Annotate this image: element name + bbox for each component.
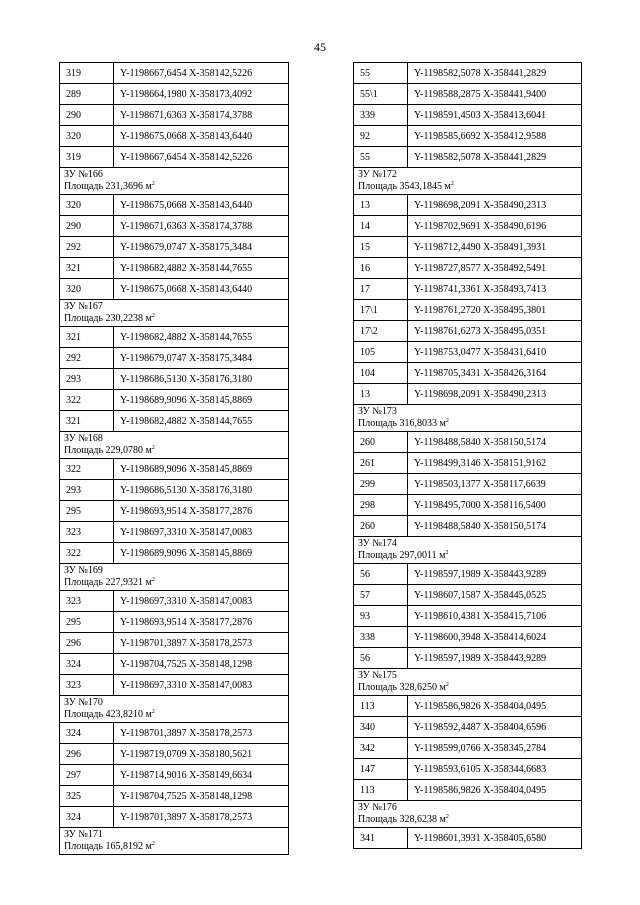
- point-number: 340: [354, 717, 408, 738]
- coordinate-row: [60, 84, 289, 105]
- point-number: 321: [60, 411, 114, 432]
- point-number: 325: [60, 786, 114, 807]
- parcel-area: Площадь 423,8210 м: [64, 709, 152, 720]
- coordinate-row: [354, 780, 582, 801]
- area-unit-superscript: 2: [445, 682, 449, 688]
- point-number: 323: [60, 591, 114, 612]
- parcel-area: Площадь 316,8033 м: [358, 418, 446, 429]
- parcel-header-row: [354, 405, 582, 432]
- coordinate-row: [60, 723, 289, 744]
- parcel-title: ЗУ №173: [358, 406, 397, 417]
- parcel-area: Площадь 229,0780 м: [64, 445, 152, 456]
- point-number: 319: [60, 147, 114, 168]
- point-coordinates: Y-1198503,1377 X-358117,6639: [408, 474, 582, 495]
- point-number: 322: [60, 459, 114, 480]
- point-coordinates: Y-1198693,9514 X-358177,2876: [114, 612, 289, 633]
- parcel-area-line: [358, 550, 581, 562]
- point-number: 17: [354, 279, 408, 300]
- point-coordinates: Y-1198682,4882 X-358144,7655: [114, 327, 289, 348]
- point-number: 299: [354, 474, 408, 495]
- point-number: 321: [60, 327, 114, 348]
- parcel-title: ЗУ №170: [64, 697, 103, 708]
- point-number: 324: [60, 723, 114, 744]
- area-unit-superscript: 2: [445, 814, 449, 820]
- coordinate-row: [354, 759, 582, 780]
- point-coordinates: Y-1198697,3310 X-358147,0083: [114, 675, 289, 696]
- point-coordinates: Y-1198689,9096 X-358145,8869: [114, 543, 289, 564]
- coordinate-row: [354, 828, 582, 849]
- parcel-area-line: [64, 445, 288, 457]
- coordinate-row: [60, 411, 289, 432]
- coordinate-row: [60, 765, 289, 786]
- point-number: 324: [60, 807, 114, 828]
- parcel-area-line: [64, 313, 288, 325]
- point-coordinates: Y-1198593,6105 X-358344,6683: [408, 759, 582, 780]
- point-number: 105: [354, 342, 408, 363]
- point-number: 319: [60, 63, 114, 84]
- parcel-title: ЗУ №168: [64, 433, 103, 444]
- parcel-header-row: [354, 168, 582, 195]
- point-number: 293: [60, 369, 114, 390]
- coordinate-row: [354, 585, 582, 606]
- coordinate-row: [354, 564, 582, 585]
- coordinate-row: [354, 321, 582, 342]
- parcel-area-line: [358, 418, 581, 430]
- point-coordinates: Y-1198705,3431 X-358426,3164: [408, 363, 582, 384]
- point-number: 113: [354, 780, 408, 801]
- parcel-area-line: [358, 682, 581, 694]
- parcel-title: ЗУ №175: [358, 670, 397, 681]
- parcel-area: Площадь 231,3696 м: [64, 181, 152, 192]
- coordinate-row: [354, 495, 582, 516]
- point-coordinates: Y-1198675,0668 X-358143,6440: [114, 279, 289, 300]
- coordinate-row: [354, 63, 582, 84]
- point-number: 55: [354, 63, 408, 84]
- parcel-title: ЗУ №176: [358, 802, 397, 813]
- coordinate-row: [354, 606, 582, 627]
- point-number: 290: [60, 105, 114, 126]
- point-number: 298: [354, 495, 408, 516]
- point-number: 289: [60, 84, 114, 105]
- coordinate-row: [60, 675, 289, 696]
- point-number: 323: [60, 522, 114, 543]
- point-number: 320: [60, 279, 114, 300]
- point-number: 290: [60, 216, 114, 237]
- coordinate-row: [60, 195, 289, 216]
- coordinate-row: [354, 237, 582, 258]
- point-coordinates: Y-1198664,1980 X-358173,4092: [114, 84, 289, 105]
- parcel-header-row: [60, 564, 289, 591]
- coordinate-row: [354, 717, 582, 738]
- point-number: 296: [60, 633, 114, 654]
- parcel-area-line: [358, 181, 581, 193]
- point-number: 322: [60, 543, 114, 564]
- parcel-title: ЗУ №174: [358, 538, 397, 549]
- area-unit-superscript: 2: [151, 709, 155, 715]
- point-number: 56: [354, 648, 408, 669]
- coordinate-row: [60, 633, 289, 654]
- parcel-title: ЗУ №171: [64, 829, 103, 840]
- coordinate-row: [354, 300, 582, 321]
- coordinate-row: [354, 363, 582, 384]
- point-coordinates: Y-1198675,0668 X-358143,6440: [114, 195, 289, 216]
- point-coordinates: Y-1198607,1587 X-358445,0525: [408, 585, 582, 606]
- parcel-area: Площадь 227,9321 м: [64, 577, 152, 588]
- coordinate-row: [60, 501, 289, 522]
- point-coordinates: Y-1198761,2720 X-358495,3801: [408, 300, 582, 321]
- point-coordinates: Y-1198671,6363 X-358174,3788: [114, 216, 289, 237]
- point-coordinates: Y-1198682,4882 X-358144,7655: [114, 411, 289, 432]
- point-coordinates: Y-1198679,0747 X-358175,3484: [114, 348, 289, 369]
- point-coordinates: Y-1198712,4490 X-358491,3931: [408, 237, 582, 258]
- point-coordinates: Y-1198600,3948 X-358414,6024: [408, 627, 582, 648]
- point-coordinates: Y-1198698,2091 X-358490,2313: [408, 195, 582, 216]
- point-number: 322: [60, 390, 114, 411]
- parcel-area-line: [64, 577, 288, 589]
- point-number: 260: [354, 516, 408, 537]
- point-number: 321: [60, 258, 114, 279]
- coordinate-row: [60, 591, 289, 612]
- point-number: 17\2: [354, 321, 408, 342]
- point-number: 15: [354, 237, 408, 258]
- point-number: 113: [354, 696, 408, 717]
- point-coordinates: Y-1198495,7000 X-358116,5400: [408, 495, 582, 516]
- point-coordinates: Y-1198667,6454 X-358142,5226: [114, 147, 289, 168]
- coordinate-row: [354, 105, 582, 126]
- point-number: 323: [60, 675, 114, 696]
- point-coordinates: Y-1198701,3897 X-358178,2573: [114, 807, 289, 828]
- coordinates-table-left: [59, 62, 289, 855]
- coordinate-row: [60, 390, 289, 411]
- point-coordinates: Y-1198697,3310 X-358147,0083: [114, 522, 289, 543]
- point-coordinates: Y-1198719,0709 X-358180,5621: [114, 744, 289, 765]
- point-number: 13: [354, 195, 408, 216]
- coordinate-row: [60, 126, 289, 147]
- point-coordinates: Y-1198667,6454 X-358142,5226: [114, 63, 289, 84]
- parcel-header-row: [60, 432, 289, 459]
- point-coordinates: Y-1198689,9096 X-358145,8869: [114, 459, 289, 480]
- parcel-header-row: [354, 801, 582, 828]
- coordinate-row: [60, 543, 289, 564]
- point-coordinates: Y-1198610,4381 X-358415,7106: [408, 606, 582, 627]
- point-number: 93: [354, 606, 408, 627]
- point-number: 339: [354, 105, 408, 126]
- point-coordinates: Y-1198582,5078 X-358441,2829: [408, 63, 582, 84]
- parcel-header-row: [60, 168, 289, 195]
- point-number: 296: [60, 744, 114, 765]
- point-coordinates: Y-1198488,5840 X-358150,5174: [408, 516, 582, 537]
- coordinate-row: [60, 786, 289, 807]
- point-coordinates: Y-1198488,5840 X-358150,5174: [408, 432, 582, 453]
- point-coordinates: Y-1198704,7525 X-358148,1298: [114, 654, 289, 675]
- coordinates-table-right: [353, 62, 582, 849]
- point-number: 297: [60, 765, 114, 786]
- parcel-area: Площадь 328,6250 м: [358, 682, 446, 693]
- point-coordinates: Y-1198693,9514 X-358177,2876: [114, 501, 289, 522]
- point-number: 324: [60, 654, 114, 675]
- point-coordinates: Y-1198701,3897 X-358178,2573: [114, 723, 289, 744]
- point-coordinates: Y-1198761,6273 X-358495,0351: [408, 321, 582, 342]
- point-coordinates: Y-1198686,5130 X-358176,3180: [114, 480, 289, 501]
- point-number: 56: [354, 564, 408, 585]
- point-coordinates: Y-1198741,3361 X-358493,7413: [408, 279, 582, 300]
- point-number: 104: [354, 363, 408, 384]
- coordinate-row: [354, 258, 582, 279]
- coordinate-row: [354, 627, 582, 648]
- point-number: 342: [354, 738, 408, 759]
- coordinate-row: [354, 516, 582, 537]
- point-number: 57: [354, 585, 408, 606]
- parcel-area: Площадь 328,6238 м: [358, 814, 446, 825]
- coordinate-row: [354, 474, 582, 495]
- point-coordinates: Y-1198599,0766 X-358345,2784: [408, 738, 582, 759]
- area-unit-superscript: 2: [151, 841, 155, 847]
- point-number: 292: [60, 237, 114, 258]
- point-coordinates: Y-1198686,5130 X-358176,3180: [114, 369, 289, 390]
- coordinate-row: [60, 612, 289, 633]
- coordinate-row: [354, 342, 582, 363]
- parcel-area: Площадь 165,8192 м: [64, 841, 152, 852]
- coordinate-row: [60, 369, 289, 390]
- coordinate-row: [60, 327, 289, 348]
- parcel-area: Площадь 297,0011 м: [358, 550, 446, 561]
- point-coordinates: Y-1198588,2875 X-358441,9400: [408, 84, 582, 105]
- point-number: 13: [354, 384, 408, 405]
- point-coordinates: Y-1198682,4882 X-358144,7655: [114, 258, 289, 279]
- area-unit-superscript: 2: [151, 577, 155, 583]
- coordinate-row: [60, 654, 289, 675]
- point-coordinates: Y-1198702,9691 X-358490,6196: [408, 216, 582, 237]
- point-number: 16: [354, 258, 408, 279]
- coordinate-row: [60, 216, 289, 237]
- point-number: 293: [60, 480, 114, 501]
- parcel-header-row: [60, 828, 289, 855]
- parcel-title: ЗУ №169: [64, 565, 103, 576]
- area-unit-superscript: 2: [450, 181, 454, 187]
- point-coordinates: Y-1198597,1989 X-358443,9289: [408, 648, 582, 669]
- point-number: 17\1: [354, 300, 408, 321]
- area-unit-superscript: 2: [445, 550, 449, 556]
- point-coordinates: Y-1198601,3931 X-358405,6580: [408, 828, 582, 849]
- point-number: 147: [354, 759, 408, 780]
- point-number: 55\1: [354, 84, 408, 105]
- coordinate-row: [354, 696, 582, 717]
- coordinate-row: [354, 648, 582, 669]
- point-number: 320: [60, 195, 114, 216]
- parcel-area-line: [64, 181, 288, 193]
- coordinate-row: [354, 195, 582, 216]
- parcel-header-row: [60, 696, 289, 723]
- parcel-area: Площадь 3543,1845 м: [358, 181, 451, 192]
- point-number: 260: [354, 432, 408, 453]
- point-coordinates: Y-1198701,3897 X-358178,2573: [114, 633, 289, 654]
- coordinate-row: [354, 453, 582, 474]
- point-coordinates: Y-1198704,7525 X-358148,1298: [114, 786, 289, 807]
- point-number: 320: [60, 126, 114, 147]
- point-number: 341: [354, 828, 408, 849]
- area-unit-superscript: 2: [445, 418, 449, 424]
- parcel-header-row: [354, 669, 582, 696]
- parcel-area-line: [64, 841, 288, 853]
- point-coordinates: Y-1198499,3146 X-358151,9162: [408, 453, 582, 474]
- coordinate-row: [60, 63, 289, 84]
- point-coordinates: Y-1198675,0668 X-358143,6440: [114, 126, 289, 147]
- point-coordinates: Y-1198714,9016 X-358149,6634: [114, 765, 289, 786]
- coordinate-row: [60, 480, 289, 501]
- area-unit-superscript: 2: [151, 313, 155, 319]
- coordinate-row: [60, 258, 289, 279]
- parcel-area: Площадь 230,2238 м: [64, 313, 152, 324]
- coordinate-row: [60, 279, 289, 300]
- point-number: 295: [60, 612, 114, 633]
- coordinate-row: [60, 522, 289, 543]
- coordinate-row: [60, 237, 289, 258]
- coordinate-row: [354, 147, 582, 168]
- parcel-title: ЗУ №167: [64, 301, 103, 312]
- coordinate-row: [60, 147, 289, 168]
- point-number: 14: [354, 216, 408, 237]
- page-number: 45: [314, 40, 326, 54]
- parcel-header-row: [60, 300, 289, 327]
- coordinate-row: [60, 807, 289, 828]
- parcel-title: ЗУ №172: [358, 169, 397, 180]
- coordinate-row: [354, 384, 582, 405]
- coordinate-row: [354, 738, 582, 759]
- coordinate-row: [60, 459, 289, 480]
- coordinate-row: [354, 126, 582, 147]
- point-coordinates: Y-1198671,6363 X-358174,3788: [114, 105, 289, 126]
- coordinate-row: [354, 432, 582, 453]
- point-coordinates: Y-1198586,9826 X-358404,0495: [408, 780, 582, 801]
- area-unit-superscript: 2: [151, 445, 155, 451]
- point-coordinates: Y-1198697,3310 X-358147,0083: [114, 591, 289, 612]
- point-coordinates: Y-1198753,0477 X-358431,6410: [408, 342, 582, 363]
- point-coordinates: Y-1198585,6692 X-358412,9588: [408, 126, 582, 147]
- point-number: 92: [354, 126, 408, 147]
- parcel-area-line: [358, 814, 581, 826]
- point-coordinates: Y-1198591,4503 X-358413,6041: [408, 105, 582, 126]
- point-number: 55: [354, 147, 408, 168]
- point-coordinates: Y-1198597,1989 X-358443,9289: [408, 564, 582, 585]
- point-number: 292: [60, 348, 114, 369]
- parcel-title: ЗУ №166: [64, 169, 103, 180]
- area-unit-superscript: 2: [151, 181, 155, 187]
- point-number: 261: [354, 453, 408, 474]
- point-coordinates: Y-1198689,9096 X-358145,8869: [114, 390, 289, 411]
- coordinate-row: [354, 84, 582, 105]
- point-coordinates: Y-1198592,4487 X-358404,6596: [408, 717, 582, 738]
- point-coordinates: Y-1198727,8577 X-358492,5491: [408, 258, 582, 279]
- parcel-area-line: [64, 709, 288, 721]
- point-number: 295: [60, 501, 114, 522]
- coordinate-row: [60, 744, 289, 765]
- point-coordinates: Y-1198679,0747 X-358175,3484: [114, 237, 289, 258]
- point-coordinates: Y-1198586,9826 X-358404,0495: [408, 696, 582, 717]
- point-coordinates: Y-1198698,2091 X-358490,2313: [408, 384, 582, 405]
- coordinate-row: [354, 279, 582, 300]
- coordinate-row: [60, 105, 289, 126]
- point-number: 338: [354, 627, 408, 648]
- coordinate-row: [60, 348, 289, 369]
- parcel-header-row: [354, 537, 582, 564]
- coordinate-row: [354, 216, 582, 237]
- point-coordinates: Y-1198582,5078 X-358441,2829: [408, 147, 582, 168]
